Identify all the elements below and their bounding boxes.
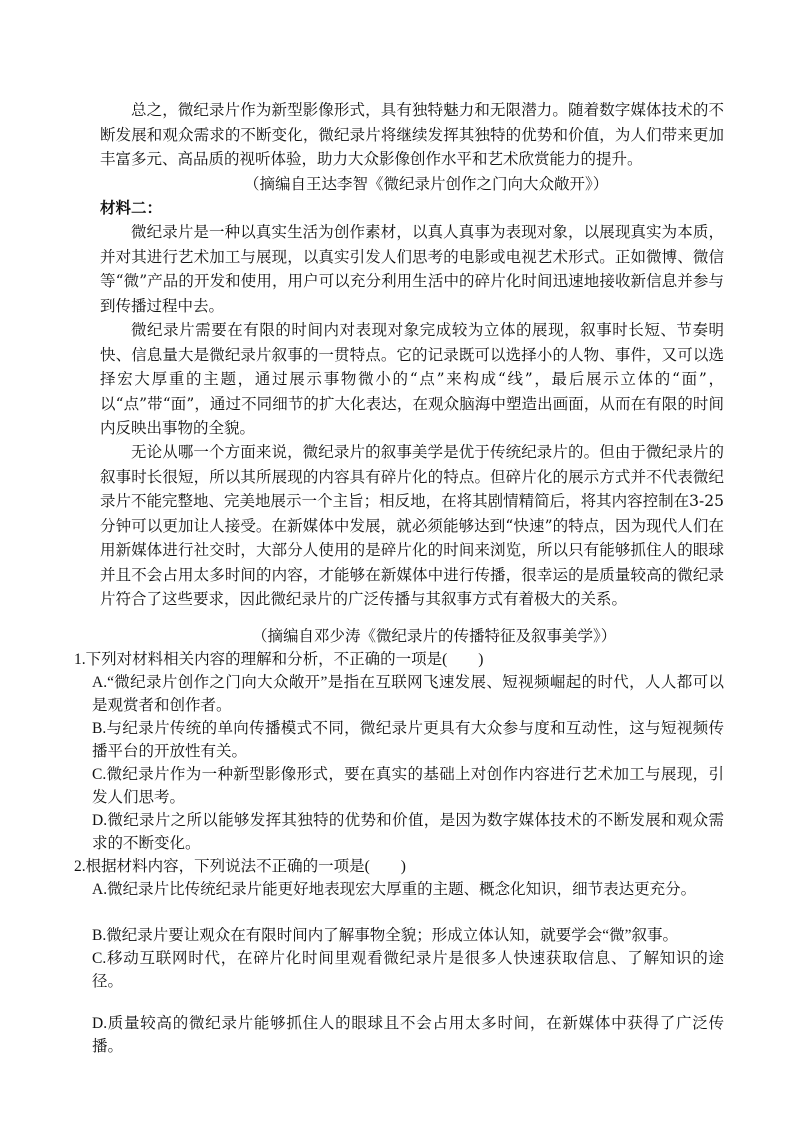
question-1-stem: 1.下列对材料相关内容的理解和分析，不正确的一项是( ) <box>74 651 484 668</box>
question-1-option-b: B.与纪录片传统的单向传播模式不同，微纪录片更具有大众参与度和互动性，这与短视频传播平台的开放性有关。 <box>92 720 724 760</box>
material2-paragraph: 微纪录片是一种以真实生活为创作素材，以真人真事为表现对象，以展现真实为本质，并对其进行艺术加工与展现，以真实引发人们思考的电影或电视艺术形式。正如微博、微信等“微”产品的开发和使用，用户可以充分利用生活中的碎片化时间迅速地接收新信息并参与到传播过程中去。 <box>100 223 724 315</box>
question-1-option-d: D.微纪录片之所以能够发挥其独特的优势和价值，是因为数字媒体技术的不断发展和观众需求的不断变化。 <box>92 812 724 852</box>
material1-source: （摘编自王达李智《微纪录片创作之门向大众敞开》） <box>244 175 609 193</box>
question-1-option-a: A.“微纪录片创作之门向大众敞开”是指在互联网飞速发展、短视频崛起的时代，人人都可以是观赏者和创作者。 <box>92 674 724 714</box>
question-2-option-c: C.移动互联网时代，在碎片化时间里观看微纪录片是很多人快速获取信息、了解知识的途径。 <box>92 950 724 990</box>
material2-source: （摘编自邓少涛《微纪录片的传播特征及叙事美学》） <box>252 627 617 645</box>
question-2-stem: 2.根据材料内容，下列说法不正确的一项是( ) <box>74 858 406 875</box>
question-2-option-d: D.质量较高的微纪录片能够抓住人的眼球且不会占用太多时间，在新媒体中获得了广泛传播。 <box>92 1015 724 1055</box>
question-2-option-b: B.微纪录片要让观众在有限时间内了解事物全貌；形成立体认知，就要学会“微”叙事。 <box>92 927 678 944</box>
material1-conclusion: 总之，微纪录片作为新型影像形式，具有独特魅力和无限潜力。随着数字媒体技术的不断发展和观众需求的不断变化，微纪录片将继续发挥其独特的优势和价值，为人们带来更加丰富多元、高品质的视听体验，助力大众影像创作水平和艺术欣赏能力的提升。 <box>100 101 724 168</box>
question-2-option-a: A.微纪录片比传统纪录片能更好地表现宏大厚重的主题、概念化知识，细节表达更充分。 <box>92 881 697 898</box>
material2-paragraph: 微纪录片需要在有限的时间内对表现对象完成较为立体的展现，叙事时长短、节奏明快、信息量大是微纪录片叙事的一贯特点。它的记录既可以选择小的人物、事件，又可以选择宏大厚重的主题，通过展示事物微小的“点”来构成“线”，最后展示立体的“面”，以“点”带“面”，通过不同细节的扩大化表达，在观众脑海中塑造出画面，从而在有限的时间内反映出事物的全貌。 <box>100 321 724 437</box>
question-1-option-c: C.微纪录片作为一种新型影像形式，要在真实的基础上对创作内容进行艺术加工与展现，引发人们思考。 <box>92 766 724 806</box>
material2-heading: 材料二： <box>100 199 163 217</box>
material2-paragraph: 无论从哪一个方面来说，微纪录片的叙事美学是优于传统纪录片的。但由于微纪录片的叙事时长很短，所以其所展现的内容具有碎片化的特点。但碎片化的展示方式并不代表微纪录片不能完整地、完美地展示一个主旨；相反地，在将其剧情精简后，将其内容控制在3-25分钟可以更加让人接受。在新媒体中发展，就必须能够达到“快速”的特点，因为现代人们在用新媒体进行社交时，大部分人使用的是碎片化的时间来浏览，所以只有能够抓住人的眼球并且不会占用太多时间的内容，才能够在新媒体中进行传播，很幸运的是质量较高的微纪录片符合了这些要求，因此微纪录片的广泛传播与其叙事方式有着极大的关系。 <box>100 443 724 608</box>
